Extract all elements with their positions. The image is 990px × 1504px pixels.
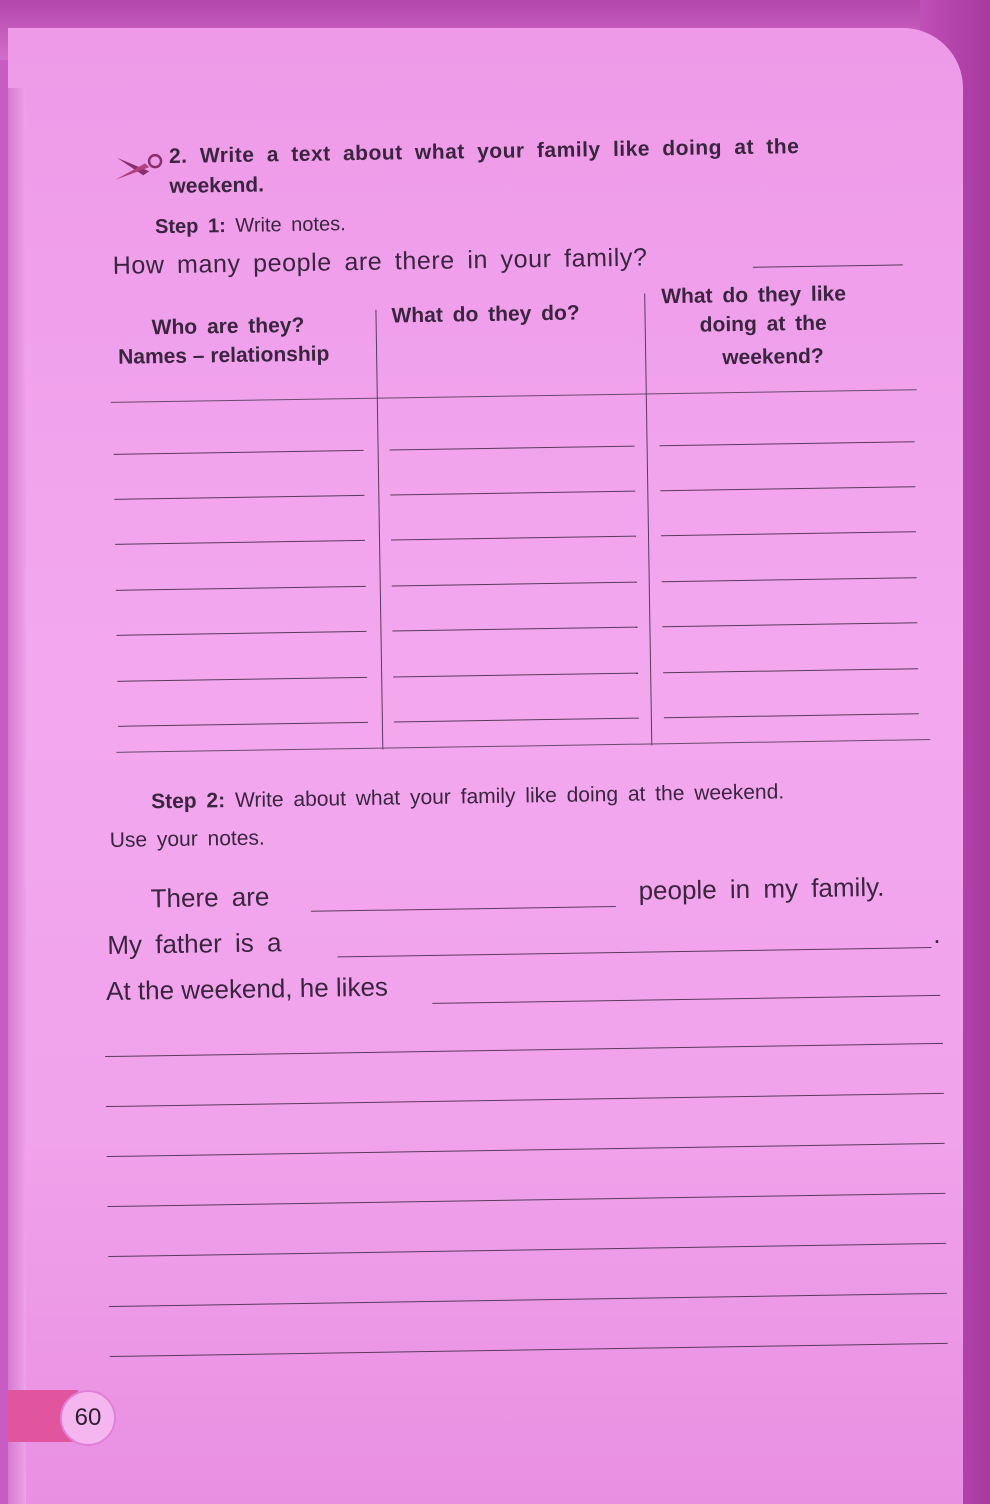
writing-line[interactable]	[105, 1043, 943, 1057]
table-header-col1-line1: Who are they?	[151, 313, 305, 340]
table-header-col3-line1: What do they like	[661, 282, 847, 309]
step1-label: Step 1:	[154, 215, 226, 239]
sentence2-end: .	[933, 918, 941, 950]
sentence3-start: At the weekend, he likes	[105, 971, 389, 1007]
sentence1-start: There are	[150, 881, 270, 914]
table-column-divider-1	[375, 310, 383, 750]
exercise-title-line1: Write a text about what your family like doing at the	[199, 135, 800, 168]
table-row-line[interactable]	[114, 495, 364, 500]
table-row-line[interactable]	[390, 446, 635, 451]
table-bottom-border	[116, 739, 930, 753]
table-row-line[interactable]	[660, 441, 915, 446]
step2-label: Step 2:	[150, 789, 226, 814]
table-row-line[interactable]	[115, 540, 365, 545]
table-header-col2: What do they do?	[391, 301, 580, 328]
table-row-line[interactable]	[662, 622, 917, 627]
table-row-line[interactable]	[394, 718, 639, 723]
table-header-col3-line3: weekend?	[722, 344, 824, 370]
exercise-title-line2: weekend.	[169, 173, 265, 198]
writing-line[interactable]	[109, 1293, 947, 1307]
table-row-line[interactable]	[392, 582, 637, 587]
sentence1-end: people in my family.	[638, 871, 885, 906]
sentence2-start: My father is a	[107, 927, 282, 961]
table-row-line[interactable]	[393, 673, 638, 678]
writing-line[interactable]	[108, 1243, 946, 1257]
table-row-line[interactable]	[118, 722, 368, 727]
page-number: 60	[60, 1390, 116, 1446]
exercise-title	[169, 135, 800, 169]
step1-text: Write notes.	[235, 213, 346, 237]
page-content	[8, 28, 963, 1504]
table-row-line[interactable]	[664, 713, 919, 718]
step1-question: How many people are there in your family?	[112, 243, 648, 280]
table-row-line[interactable]	[117, 677, 367, 682]
writing-line[interactable]	[107, 1143, 945, 1157]
table-row-line[interactable]	[660, 486, 915, 491]
step2-text-line2: Use your notes.	[109, 826, 265, 852]
answer-line-father-job[interactable]	[338, 947, 932, 957]
answer-line-family-count[interactable]	[311, 906, 616, 912]
table-row-line[interactable]	[663, 668, 918, 673]
writing-line[interactable]	[107, 1193, 945, 1207]
table-header-col1-line2: Names – relationship	[117, 342, 330, 369]
step1-instruction	[155, 213, 346, 239]
table-column-divider-2	[644, 293, 652, 745]
table-row-line[interactable]	[390, 491, 635, 496]
scissors-icon	[113, 149, 164, 190]
table-row-line[interactable]	[114, 450, 364, 455]
answer-line-father-weekend[interactable]	[432, 995, 940, 1004]
table-row-line[interactable]	[661, 531, 916, 536]
table-row-line[interactable]	[116, 631, 366, 636]
table-row-line[interactable]	[391, 536, 636, 541]
exercise-number: 2.	[168, 144, 188, 168]
writing-line[interactable]	[106, 1093, 944, 1107]
step2-instruction	[151, 780, 784, 814]
table-row-line[interactable]	[116, 586, 366, 591]
answer-line-people-count[interactable]	[753, 264, 903, 267]
table-header-col3-line2: doing at the	[699, 311, 827, 337]
writing-line[interactable]	[110, 1343, 948, 1357]
step2-text: Write about what your family like doing at the weekend.	[234, 780, 785, 812]
workbook-page	[8, 28, 963, 1504]
table-header-divider	[111, 389, 917, 403]
table-row-line[interactable]	[662, 577, 917, 582]
table-row-line[interactable]	[392, 627, 637, 632]
